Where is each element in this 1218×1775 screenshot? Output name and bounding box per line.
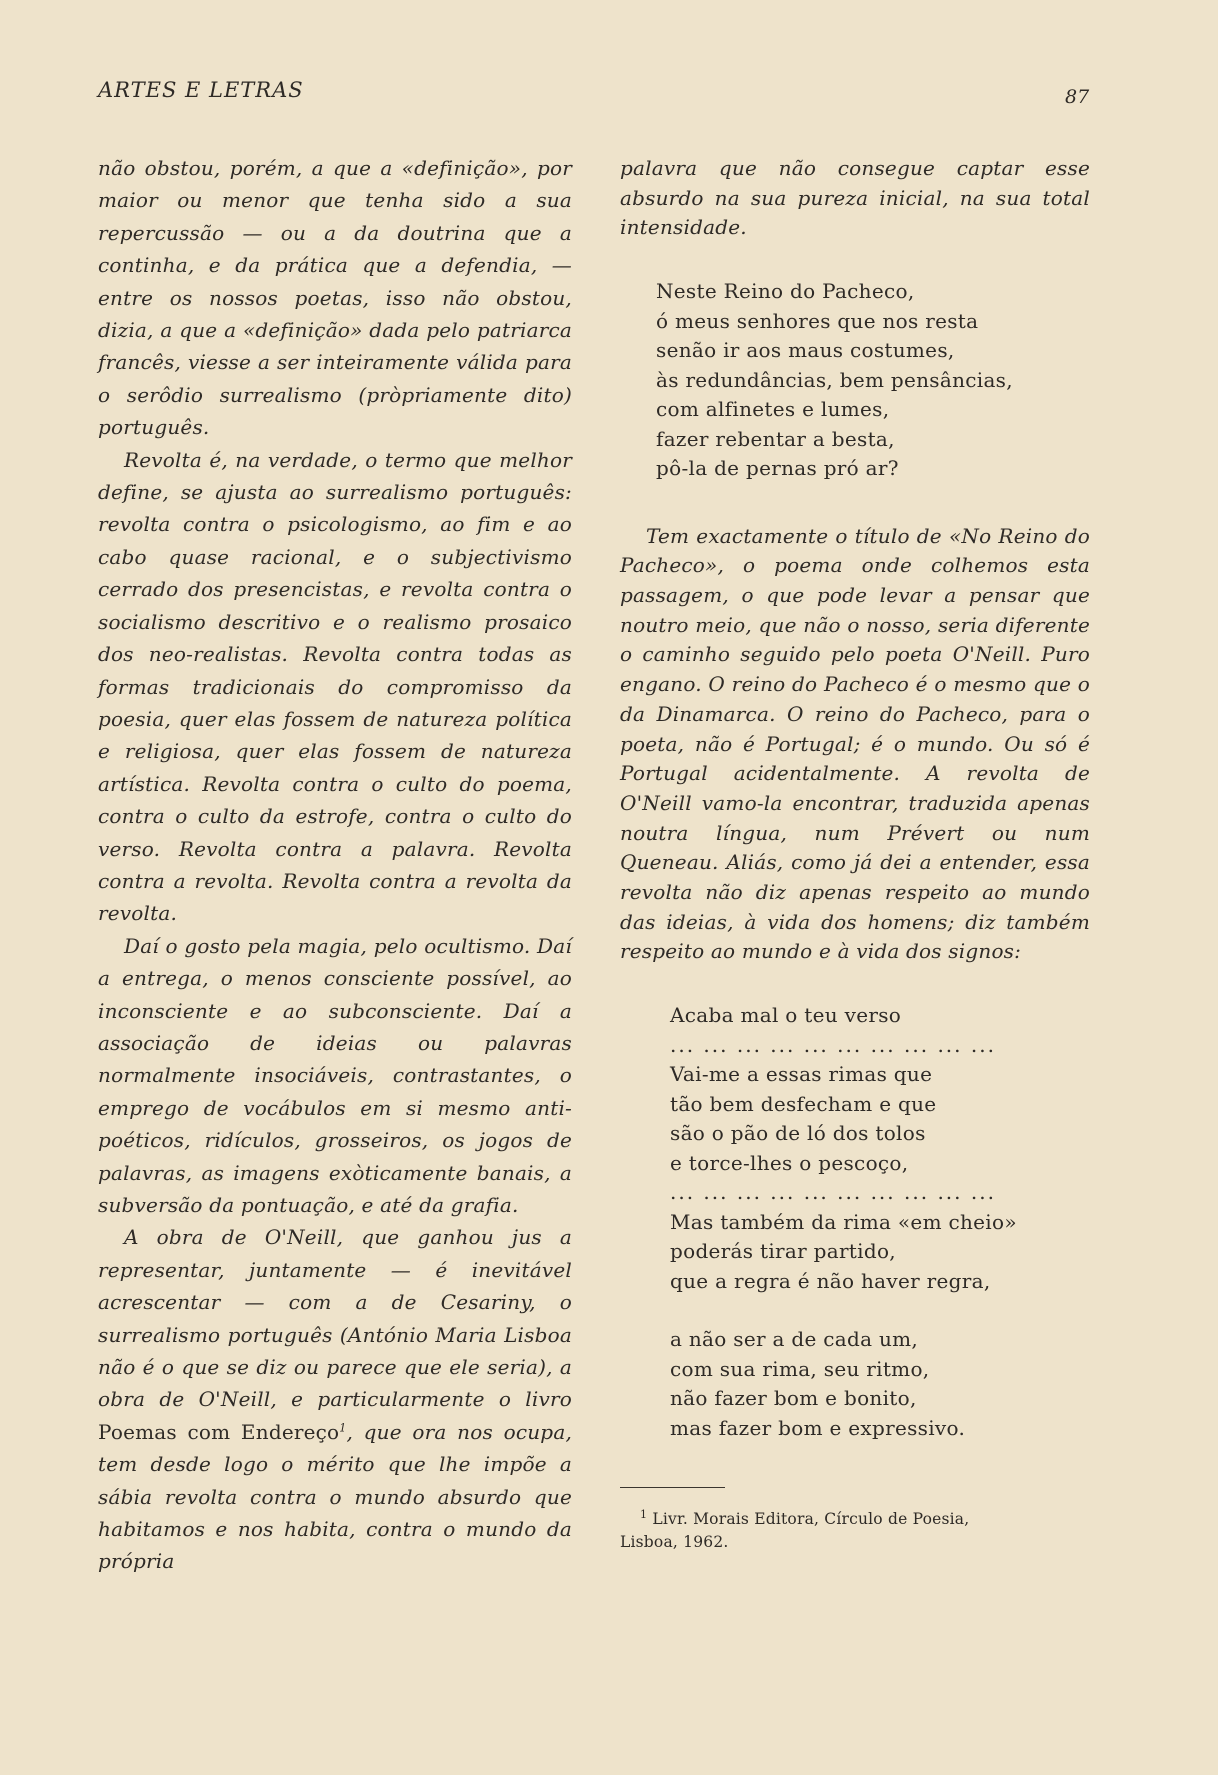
poem-line: tão bem desfecham e que xyxy=(670,1091,937,1116)
poem-line: com alfinetes e lumes, xyxy=(656,397,890,422)
paragraph-revolta: Revolta é, na verdade, o termo que melhor define, se ajusta ao surrealismo português: revolta contra o psicologismo, ao fim e ao cabo quase racional, e o subjectivismo cerrado dos presencistas, e revolta contra o socialismo descritivo e o realismo prosaico dos neo-realistas. Revolta contra todas as formas tradicionais do compromisso da poesia, quer elas fossem de natureza política e religiosa, quer elas fossem de natureza artística. Revolta contra o culto do poema, contra o culto da estrofe, contra o culto do verso. Revolta contra a palavra. Revolta contra a revolta. Revolta contra a revolta da revolta. xyxy=(98,447,572,926)
paragraph-palavra: palavra que não consegue captar esse absurdo na sua pureza inicial, na sua total intensidade. xyxy=(620,156,1090,240)
poem-line: a não ser a de cada um, xyxy=(670,1327,919,1352)
poem-line: Acaba mal o teu verso xyxy=(670,1003,902,1028)
paragraph-obra-oneill xyxy=(98,1221,572,1577)
paragraph-text-after: , que ora nos ocupa, tem desde logo o mérito que lhe impõe a sábia revolta contra o mundo absurdo que habitamos e nos habita, contra o mundo da própria xyxy=(98,1419,572,1574)
footnote-line-1 xyxy=(620,1508,1090,1531)
footnote-text: Livr. Morais Editora, Círculo de Poesia, xyxy=(652,1510,970,1529)
paragraph-titulo: Tem exactamente o título de «No Reino do Pacheco», o poema onde colhemos esta passagem, o que pode levar a pensar que noutro meio, que não o nosso, seria diferente o caminho seguido pelo poeta O'Neill. Puro engano. O reino do Pacheco é o mesmo que o da Dinamarca. O reino do Pacheco, para o poeta, não é Portugal; é o mundo. Ou só é Portugal acidentalmente. A revolta de O'Neill vamo-la encontrar, traduzida apenas noutra língua, num Prévert ou num Queneau. Aliás, como já dei a entender, essa revolta não diz apenas respeito ao mundo das ideias, à vida dos homens; diz também respeito ao mundo e à vida dos signos: xyxy=(620,523,1090,964)
poem-line: fazer rebentar a besta, xyxy=(656,426,895,451)
right-column xyxy=(620,154,1090,1554)
paragraph-continuation: não obstou, porém, a que a «definição», por maior ou menor que tenha sido a sua repercussão — ou a da doutrina que a continha, e da prática que a defendia, — entre os nossos poetas, isso não obstou, dizia, a que a «definição» dada pelo patriarca francês, viesse a ser inteiramente válida para o serôdio surrealismo (pròpriamente dito) português. xyxy=(98,156,572,440)
poem-line: Vai-me a essas rimas que xyxy=(670,1062,933,1087)
poem-line: senão ir aos maus costumes, xyxy=(656,338,955,363)
left-column xyxy=(98,152,572,1578)
footnote-reference: 1 xyxy=(339,1421,347,1435)
footnote-line-2: Lisboa, 1962. xyxy=(620,1533,729,1552)
poem-line: pô-la de pernas pró ar? xyxy=(656,456,899,481)
poem-line: Neste Reino do Pacheco, xyxy=(656,279,915,304)
book-title: Poemas com Endereço xyxy=(98,1419,340,1444)
paragraph-text-before: A obra de O'Neill, que ganhou jus a representar, juntamente — é inevitável acrescentar — com a de Cesariny, o surrealismo português (António Maria Lisboa não é o que se diz ou parece que ele seria), a obra de O'Neill, e particularmente o livro xyxy=(98,1225,572,1412)
poem-acaba-mal xyxy=(670,1001,1090,1443)
poem-line: ó meus senhores que nos resta xyxy=(656,308,979,333)
footnote-mark: 1 xyxy=(640,1508,648,1521)
running-head: ARTES E LETRAS xyxy=(98,78,304,102)
poem-line: com sua rima, seu ritmo, xyxy=(670,1356,930,1381)
poem-line: às redundâncias, bem pensâncias, xyxy=(656,367,1013,392)
page-number: 87 xyxy=(1065,86,1090,108)
poem-line: são o pão de ló dos tolos xyxy=(670,1121,926,1146)
poem-reino-do-pacheco xyxy=(656,277,1090,484)
poem-ellipsis: ... ... ... ... ... ... ... ... ... ... xyxy=(670,1180,996,1205)
poem-line: Mas também da rima «em cheio» xyxy=(670,1209,1017,1234)
poem-line: que a regra é não haver regra, xyxy=(670,1268,991,1293)
footnote-divider xyxy=(620,1487,725,1488)
paragraph-magia: Daí o gosto pela magia, pelo ocultismo. Daí a entrega, o menos consciente possível, ao inconsciente e ao subconsciente. Daí a associação de ideias ou palavras normalmente insociáveis, contrastantes, o emprego de vocábulos em si mesmo anti-poéticos, ridículos, grosseiros, os jogos de palavras, as imagens exòticamente banais, a subversão da pontuação, e até da grafia. xyxy=(98,933,572,1217)
poem-line: poderás tirar partido, xyxy=(670,1239,896,1264)
footnote xyxy=(620,1508,1090,1554)
poem-line: e torce-lhes o pescoço, xyxy=(670,1150,909,1175)
poem-line: não fazer bom e bonito, xyxy=(670,1386,917,1411)
stanza-break xyxy=(670,1296,1090,1325)
poem-ellipsis: ... ... ... ... ... ... ... ... ... ... xyxy=(670,1032,996,1057)
poem-line: mas fazer bom e expressivo. xyxy=(670,1415,966,1440)
